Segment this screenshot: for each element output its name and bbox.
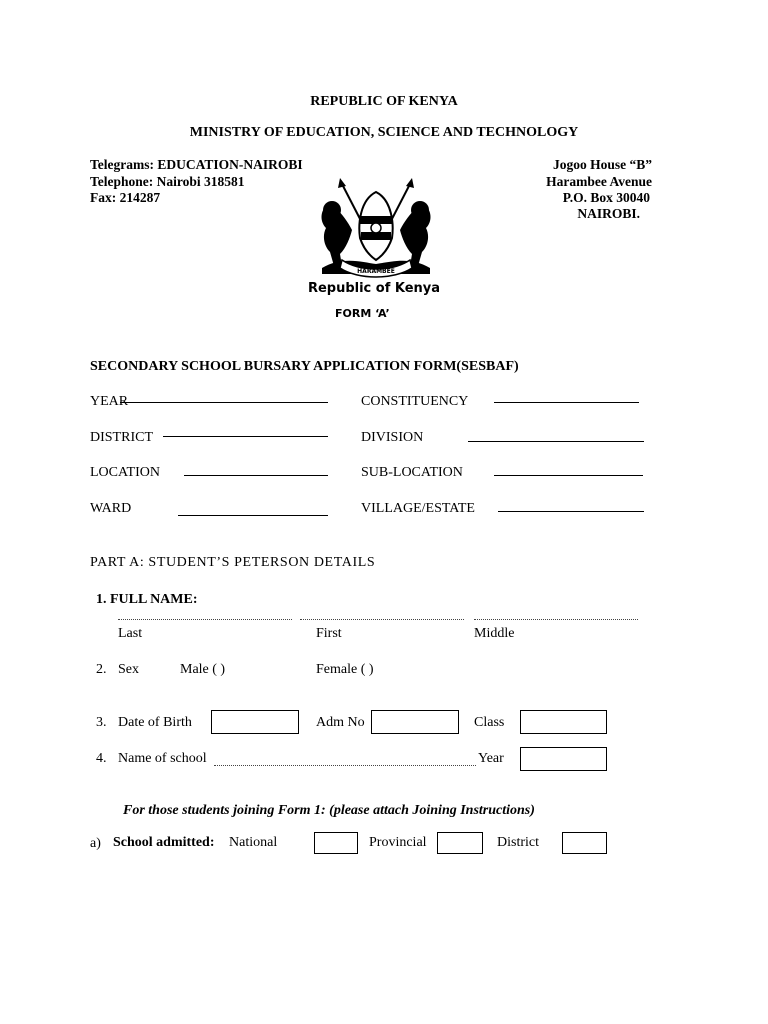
sub-location-label: SUB-LOCATION (361, 465, 463, 480)
coat-of-arms-icon (312, 176, 440, 280)
year-field[interactable] (120, 402, 328, 403)
full-name-label: 1. FULL NAME: (96, 592, 198, 607)
harambee-motto: HARAMBEE (357, 268, 395, 275)
first-name-caption: First (316, 626, 342, 641)
national-checkbox[interactable] (314, 832, 358, 854)
country-heading: REPUBLIC OF KENYA (310, 94, 458, 109)
form1-note: For those students joining Form 1: (please attach Joining Instructions) (123, 803, 535, 818)
ministry-heading: MINISTRY OF EDUCATION, SCIENCE AND TECHNOLOGY (189, 125, 579, 140)
dob-label: Date of Birth (118, 715, 192, 730)
national-label: National (229, 835, 278, 850)
sub-location-field[interactable] (494, 475, 643, 476)
dob-box[interactable] (211, 710, 299, 734)
class-box[interactable] (520, 710, 607, 734)
school-year-label: Year (478, 751, 504, 766)
school-number: 4. (96, 751, 107, 766)
constituency-field[interactable] (494, 402, 639, 403)
location-label: LOCATION (90, 465, 160, 480)
dob-number: 3. (96, 715, 107, 730)
school-admitted-prefix: a) (90, 836, 101, 851)
address-po-box: P.O. Box 30040 (562, 190, 650, 205)
district-school-label: District (497, 835, 539, 850)
adm-no-label: Adm No (316, 715, 365, 730)
form-label: FORM ‘A’ (335, 307, 390, 320)
division-label: DIVISION (361, 430, 424, 445)
district-checkbox[interactable] (562, 832, 607, 854)
village-estate-label: VILLAGE/ESTATE (361, 501, 475, 516)
district-field[interactable] (163, 436, 328, 437)
location-field[interactable] (184, 475, 328, 476)
district-label: DISTRICT (90, 430, 153, 445)
middle-name-field[interactable] (474, 619, 638, 620)
part-a-heading: PART A: STUDENT’S PETERSON DETAILS (90, 555, 376, 570)
last-name-caption: Last (118, 626, 143, 641)
school-year-box[interactable] (520, 747, 607, 771)
constituency-label: CONSTITUENCY (361, 394, 469, 409)
address-building: Jogoo House “B” (552, 157, 652, 172)
sex-label: Sex (118, 662, 139, 677)
year-label: YEAR (90, 394, 129, 409)
telegrams-text: Telegrams: EDUCATION-NAIROBI (90, 157, 303, 172)
school-admitted-label: School admitted: (113, 835, 215, 850)
division-field[interactable] (468, 441, 644, 442)
address-city: NAIROBI. (577, 206, 640, 221)
address-street: Harambee Avenue (546, 174, 652, 189)
ward-field[interactable] (178, 515, 328, 516)
adm-no-box[interactable] (371, 710, 459, 734)
male-option[interactable]: Male ( ) (180, 662, 226, 677)
provincial-checkbox[interactable] (437, 832, 483, 854)
sex-number: 2. (96, 662, 107, 677)
form-title: SECONDARY SCHOOL BURSARY APPLICATION FORM(SESBAF) (90, 359, 519, 374)
school-label: Name of school (118, 751, 207, 766)
provincial-label: Provincial (369, 835, 427, 850)
telephone-text: Telephone: Nairobi 318581 (90, 174, 245, 189)
school-name-field[interactable] (214, 765, 476, 766)
class-label: Class (474, 715, 505, 730)
female-option[interactable]: Female ( ) (316, 662, 374, 677)
middle-name-caption: Middle (474, 626, 515, 641)
last-name-field[interactable] (118, 619, 292, 620)
first-name-field[interactable] (300, 619, 464, 620)
ward-label: WARD (90, 501, 132, 516)
village-estate-field[interactable] (498, 511, 644, 512)
coat-of-arms-caption: Republic of Kenya (307, 281, 441, 296)
fax-text: Fax: 214287 (90, 190, 161, 205)
